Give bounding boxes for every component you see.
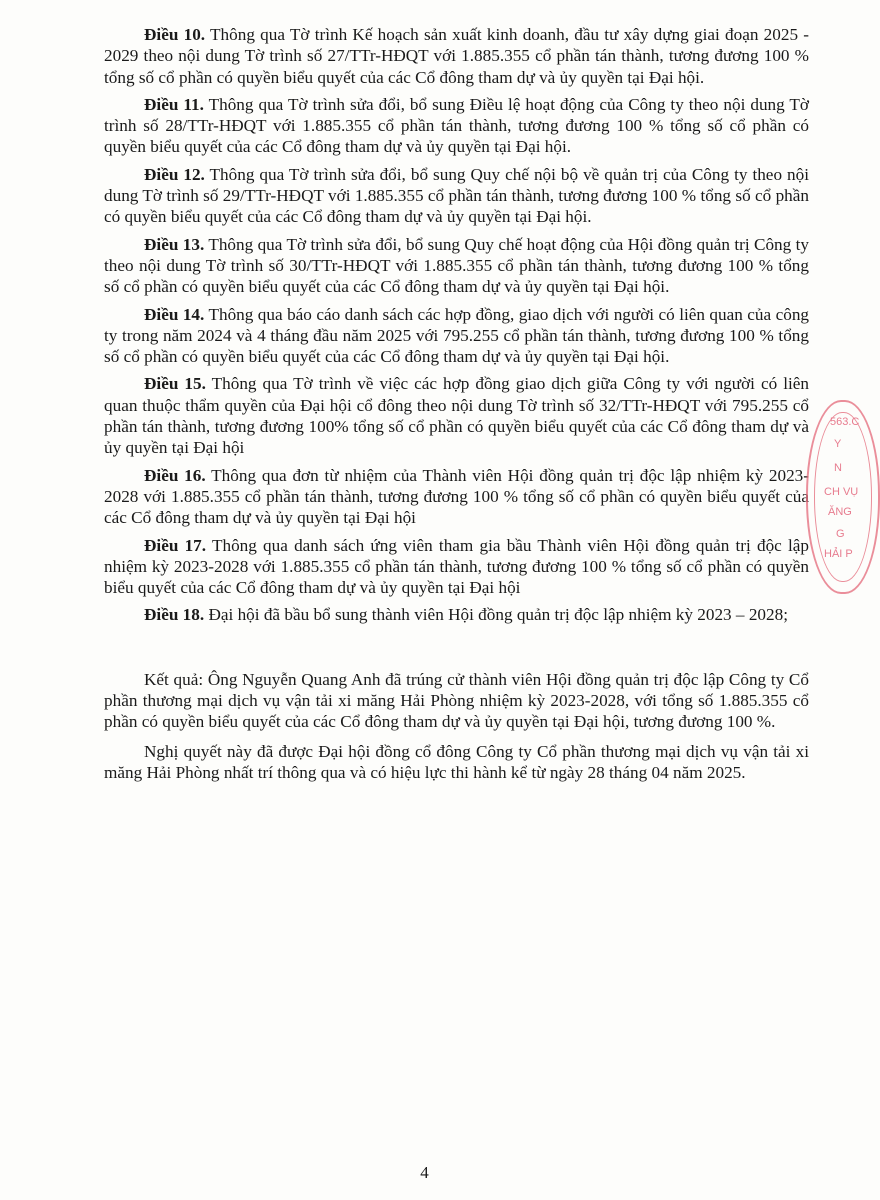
article-text: Thông qua báo cáo danh sách các hợp đồng, giao dịch với người có liên quan của công ty trong năm 2024 và 4 tháng đầu năm 2025 với 795.255 cổ phần tán thành, tương đương 100 % tổng số cổ phần có quyền biểu quyết của các Cổ đông tham dự và ủy quyền tại Đại hội. [104,304,810,367]
article-label: Điều 16. [144,465,206,485]
article-text: Thông qua danh sách ứng viên tham gia bầu Thành viên Hội đồng quản trị độc lập nhiệm kỳ 2023-2028 với 1.885.355 cổ phần tán thành, tương đương 100 % tổng số cổ phần có quyền biểu quyết của các Cổ đông tham dự và ủy quyền tại Đại hội [104,535,810,598]
article-label: Điều 15. [144,374,206,394]
seal-text: N [834,462,842,474]
article-label: Điều 12. [144,164,205,184]
document-body [104,24,809,791]
seal-text: G [836,528,845,540]
article-text: Thông qua đơn từ nhiệm của Thành viên Hội đồng quản trị độc lập nhiệm kỳ 2023-2028 với 1.885.355 cổ phần tán thành, tương đương 100 % tổng số cổ phần có quyền biểu quyết của các Cổ đông tham dự và ủy quyền tại Đại hội [104,465,809,528]
article-text: Thông qua Tờ trình về việc các hợp đồng giao dịch giữa Công ty với người có liên quan thuộc thẩm quyền của Đại hội cổ đông theo nội dung Tờ trình số 32/TTr-HĐQT với 795.255 cổ phần tán thành, tương đương 100% tổng số cổ phần có quyền biểu quyết của các Cổ đông tham dự và ủy quyền tại Đại hội [104,374,810,458]
article-label: Điều 14. [144,304,205,324]
seal-text: CH VỤ [824,486,859,498]
article-label: Điều 18. [144,605,205,625]
article-15 [104,373,809,458]
article-13 [104,234,809,298]
article-11 [104,94,809,158]
company-seal [806,400,880,594]
article-text: Thông qua Tờ trình Kế hoạch sản xuất kinh doanh, đầu tư xây dựng giai đoạn 2025 - 2029 theo nội dung Tờ trình số 27/TTr-HĐQT với 1.885.355 cổ phần tán thành, tương đương 100 % tổng số cổ phần có quyền biểu quyết của các Cổ đông tham dự và ủy quyền tại Đại hội. [104,25,810,87]
article-label: Điều 17. [144,535,207,555]
article-text: Đại hội đã bầu bổ sung thành viên Hội đồng quản trị độc lập nhiệm kỳ 2023 – 2028; [204,605,788,625]
seal-text: HẢI P [824,548,853,560]
article-16 [104,465,809,529]
seal-text: ĂNG [828,506,852,518]
article-10 [104,24,809,88]
seal-text: Y [834,438,842,450]
article-label: Điều 10. [144,25,206,44]
seal-text: 563.C [830,416,860,428]
article-18 [104,604,809,625]
article-label: Điều 11. [144,94,204,114]
article-text: Thông qua Tờ trình sửa đổi, bổ sung Quy chế nội bộ về quản trị của Công ty theo nội dung Tờ trình số 29/TTr-HĐQT với 1.885.355 cổ phần tán thành, tương đương 100 % tổng số cổ phần có quyền biểu quyết của các Cổ đông tham dự và ủy quyền tại Đại hội. [104,164,809,227]
article-14 [104,304,809,368]
election-result: Kết quả: Ông Nguyễn Quang Anh đã trúng cử thành viên Hội đồng quản trị độc lập Công ty Cổ phần thương mại dịch vụ vận tải xi măng Hải Phòng nhiệm kỳ 2023-2028, với tổng số 1.885.355 cổ phần có quyền biểu quyết của các Cổ đông tham dự và ủy quyền tại Đại hội, tương đương 100 %. [104,669,809,732]
article-text: Thông qua Tờ trình sửa đổi, bổ sung Điều lệ hoạt động của Công ty theo nội dung Tờ trình số 28/TTr-HĐQT với 1.885.355 cổ phần tán thành, tương đương 100 % tổng số cổ phần có quyền biểu quyết của các Cổ đông tham dự và ủy quyền tại Đại hội. [104,94,809,157]
page-number: 4 [420,1163,429,1182]
article-label: Điều 13. [144,234,205,254]
article-17 [104,535,809,599]
closing-statement: Nghị quyết này đã được Đại hội đồng cổ đông Công ty Cổ phần thương mại dịch vụ vận tải xi măng Hải Phòng nhất trí thông qua và có hiệu lực thi hành kể từ ngày 28 tháng 04 năm 2025. [104,741,809,782]
article-text: Thông qua Tờ trình sửa đổi, bổ sung Quy chế hoạt động của Hội đồng quản trị Công ty theo nội dung Tờ trình số 30/TTr-HĐQT với 1.885.355 cổ phần tán thành, tương đương 100 % tổng số cổ phần có quyền biểu quyết của các Cổ đông tham dự và ủy quyền tại Đại hội. [104,234,810,297]
article-12 [104,164,809,228]
spacer [104,632,809,669]
